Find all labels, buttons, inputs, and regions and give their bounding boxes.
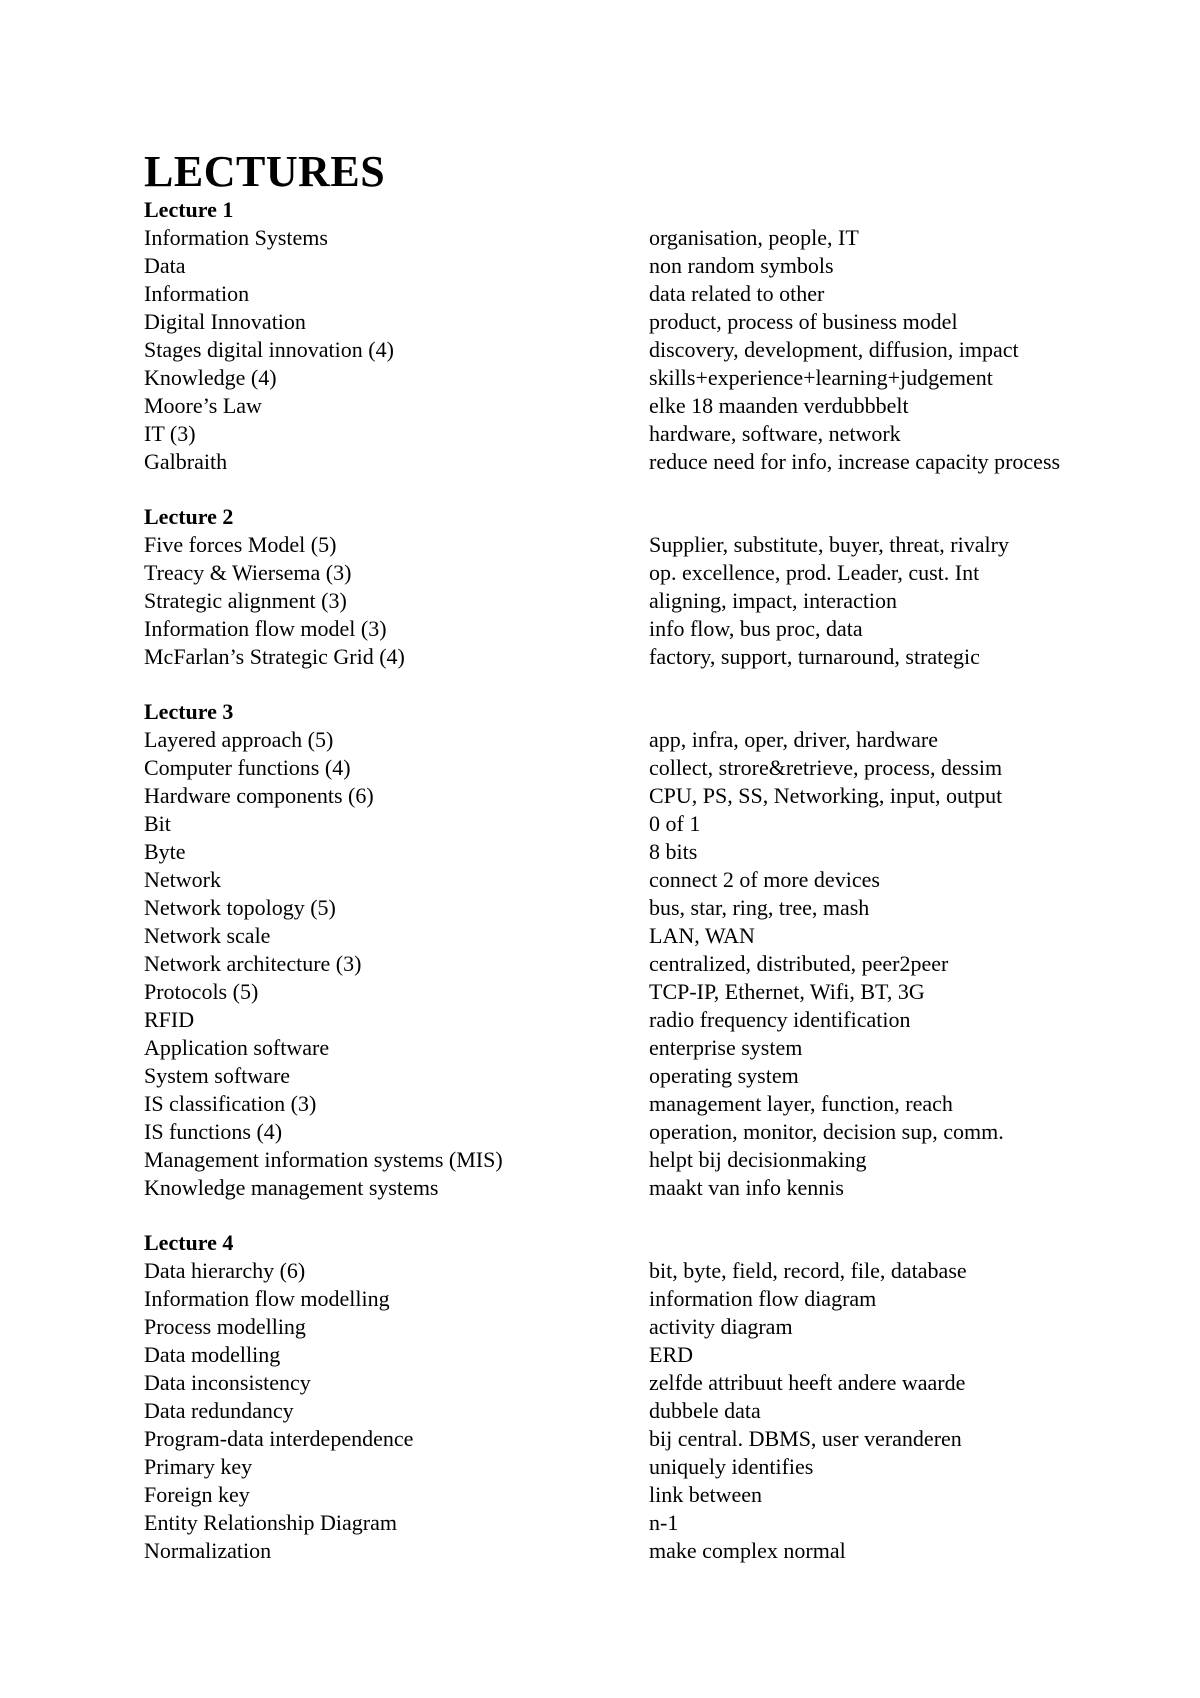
lecture-section xyxy=(144,1229,1144,1565)
term-label: Moore’s Law xyxy=(144,393,262,418)
term-definition: information flow diagram xyxy=(649,1286,877,1311)
term-definition: reduce need for info, increase capacity process xyxy=(649,449,1061,474)
term-label: Bit xyxy=(144,811,171,836)
term-label: Normalization xyxy=(144,1538,272,1563)
term-row xyxy=(144,1481,1144,1509)
term-label: Knowledge (4) xyxy=(144,365,277,390)
term-definition: data related to other xyxy=(649,281,825,306)
term-label: Data xyxy=(144,253,186,278)
term-label: Primary key xyxy=(144,1454,253,1479)
term-label: Information flow model (3) xyxy=(144,616,387,641)
term-label: Knowledge management systems xyxy=(144,1175,439,1200)
term-row xyxy=(144,280,1144,308)
section-heading: Lecture 3 xyxy=(144,699,234,724)
term-row xyxy=(144,894,1144,922)
term-definition: info flow, bus proc, data xyxy=(649,616,863,641)
term-label: Computer functions (4) xyxy=(144,755,351,780)
term-definition: TCP-IP, Ethernet, Wifi, BT, 3G xyxy=(649,979,925,1004)
term-row xyxy=(144,1369,1144,1397)
lecture-sections xyxy=(144,196,1144,1565)
term-definition: CPU, PS, SS, Networking, input, output xyxy=(649,783,1003,808)
term-definition: bit, byte, field, record, file, database xyxy=(649,1258,967,1283)
term-row xyxy=(144,922,1144,950)
term-label: Galbraith xyxy=(144,449,228,474)
term-row xyxy=(144,838,1144,866)
term-label: Hardware components (6) xyxy=(144,783,374,808)
term-definition: product, process of business model xyxy=(649,309,958,334)
term-row xyxy=(144,392,1144,420)
term-label: Layered approach (5) xyxy=(144,727,334,752)
term-label: Stages digital innovation (4) xyxy=(144,337,394,362)
term-row xyxy=(144,1090,1144,1118)
term-row xyxy=(144,420,1144,448)
term-label: Program-data interdependence xyxy=(144,1426,414,1451)
section-heading: Lecture 2 xyxy=(144,504,234,529)
term-row xyxy=(144,448,1144,476)
section-heading: Lecture 1 xyxy=(144,197,234,222)
term-row xyxy=(144,364,1144,392)
term-row xyxy=(144,643,1144,671)
term-definition: factory, support, turnaround, strategic xyxy=(649,644,980,669)
term-definition: uniquely identifies xyxy=(649,1454,814,1479)
term-definition: helpt bij decisionmaking xyxy=(649,1147,867,1172)
term-row xyxy=(144,615,1144,643)
term-definition: dubbele data xyxy=(649,1398,761,1423)
term-definition: 0 of 1 xyxy=(649,811,701,836)
term-row xyxy=(144,1341,1144,1369)
term-label: Information flow modelling xyxy=(144,1286,390,1311)
term-definition: enterprise system xyxy=(649,1035,803,1060)
term-label: Five forces Model (5) xyxy=(144,532,337,557)
term-definition: zelfde attribuut heeft andere waarde xyxy=(649,1370,966,1395)
term-row xyxy=(144,1453,1144,1481)
term-label: Foreign key xyxy=(144,1482,250,1507)
term-definition: operation, monitor, decision sup, comm. xyxy=(649,1119,1004,1144)
term-definition: aligning, impact, interaction xyxy=(649,588,898,613)
term-row xyxy=(144,1285,1144,1313)
term-label: Information Systems xyxy=(144,225,328,250)
term-label: Data redundancy xyxy=(144,1398,294,1423)
term-row xyxy=(144,224,1144,252)
term-row xyxy=(144,1537,1144,1565)
term-label: Network topology (5) xyxy=(144,895,336,920)
term-row xyxy=(144,587,1144,615)
term-row xyxy=(144,1146,1144,1174)
term-row xyxy=(144,978,1144,1006)
term-definition: bij central. DBMS, user veranderen xyxy=(649,1426,962,1451)
term-definition: elke 18 maanden verdubbbelt xyxy=(649,393,909,418)
term-definition: LAN, WAN xyxy=(649,923,755,948)
term-row xyxy=(144,1062,1144,1090)
term-definition: hardware, software, network xyxy=(649,421,901,446)
term-row xyxy=(144,308,1144,336)
term-row xyxy=(144,1257,1144,1285)
term-label: System software xyxy=(144,1063,291,1088)
term-label: Protocols (5) xyxy=(144,979,259,1004)
term-row xyxy=(144,1425,1144,1453)
term-definition: op. excellence, prod. Leader, cust. Int xyxy=(649,560,980,585)
term-row xyxy=(144,1034,1144,1062)
term-definition: centralized, distributed, peer2peer xyxy=(649,951,949,976)
lecture-section xyxy=(144,503,1144,671)
term-definition: organisation, people, IT xyxy=(649,225,859,250)
term-row xyxy=(144,726,1144,754)
term-row xyxy=(144,810,1144,838)
term-label: Data inconsistency xyxy=(144,1370,311,1395)
term-row xyxy=(144,559,1144,587)
term-row xyxy=(144,1174,1144,1202)
term-definition: ERD xyxy=(649,1342,693,1367)
term-definition: bus, star, ring, tree, mash xyxy=(649,895,870,920)
term-definition: discovery, development, diffusion, impact xyxy=(649,337,1019,362)
lecture-section xyxy=(144,196,1144,476)
term-label: Application software xyxy=(144,1035,330,1060)
term-label: Data hierarchy (6) xyxy=(144,1258,306,1283)
term-label: Digital Innovation xyxy=(144,309,306,334)
term-row xyxy=(144,1313,1144,1341)
term-definition: make complex normal xyxy=(649,1538,846,1563)
lecture-section xyxy=(144,698,1144,1202)
term-row xyxy=(144,1509,1144,1537)
document-page xyxy=(144,148,1144,1565)
term-row xyxy=(144,531,1144,559)
term-definition: collect, strore&retrieve, process, dessim xyxy=(649,755,1003,780)
term-definition: non random symbols xyxy=(649,253,834,278)
term-definition: skills+experience+learning+judgement xyxy=(649,365,993,390)
term-row xyxy=(144,1118,1144,1146)
term-definition: maakt van info kennis xyxy=(649,1175,844,1200)
term-definition: link between xyxy=(649,1482,763,1507)
term-row xyxy=(144,252,1144,280)
term-row xyxy=(144,336,1144,364)
term-label: Information xyxy=(144,281,250,306)
term-label: Treacy & Wiersema (3) xyxy=(144,560,352,585)
term-label: Network architecture (3) xyxy=(144,951,362,976)
section-heading: Lecture 4 xyxy=(144,1230,234,1255)
term-label: Network scale xyxy=(144,923,271,948)
term-row xyxy=(144,754,1144,782)
term-definition: operating system xyxy=(649,1063,799,1088)
term-label: IS classification (3) xyxy=(144,1091,317,1116)
term-definition: connect 2 of more devices xyxy=(649,867,880,892)
term-row xyxy=(144,1006,1144,1034)
term-label: McFarlan’s Strategic Grid (4) xyxy=(144,644,405,669)
term-definition: app, infra, oper, driver, hardware xyxy=(649,727,938,752)
term-label: Strategic alignment (3) xyxy=(144,588,347,613)
term-definition: Supplier, substitute, buyer, threat, rivalry xyxy=(649,532,1009,557)
term-definition: management layer, function, reach xyxy=(649,1091,953,1116)
term-label: Entity Relationship Diagram xyxy=(144,1510,397,1535)
term-label: IS functions (4) xyxy=(144,1119,283,1144)
term-row xyxy=(144,1397,1144,1425)
term-definition: 8 bits xyxy=(649,839,698,864)
term-row xyxy=(144,782,1144,810)
term-label: IT (3) xyxy=(144,421,196,446)
page-title: LECTURES xyxy=(144,147,386,196)
term-definition: n-1 xyxy=(649,1510,679,1535)
term-definition: radio frequency identification xyxy=(649,1007,911,1032)
term-row xyxy=(144,866,1144,894)
term-label: Network xyxy=(144,867,221,892)
term-label: Data modelling xyxy=(144,1342,281,1367)
term-label: RFID xyxy=(144,1007,195,1032)
term-label: Management information systems (MIS) xyxy=(144,1147,503,1172)
term-label: Process modelling xyxy=(144,1314,306,1339)
term-row xyxy=(144,950,1144,978)
term-definition: activity diagram xyxy=(649,1314,793,1339)
term-label: Byte xyxy=(144,839,186,864)
